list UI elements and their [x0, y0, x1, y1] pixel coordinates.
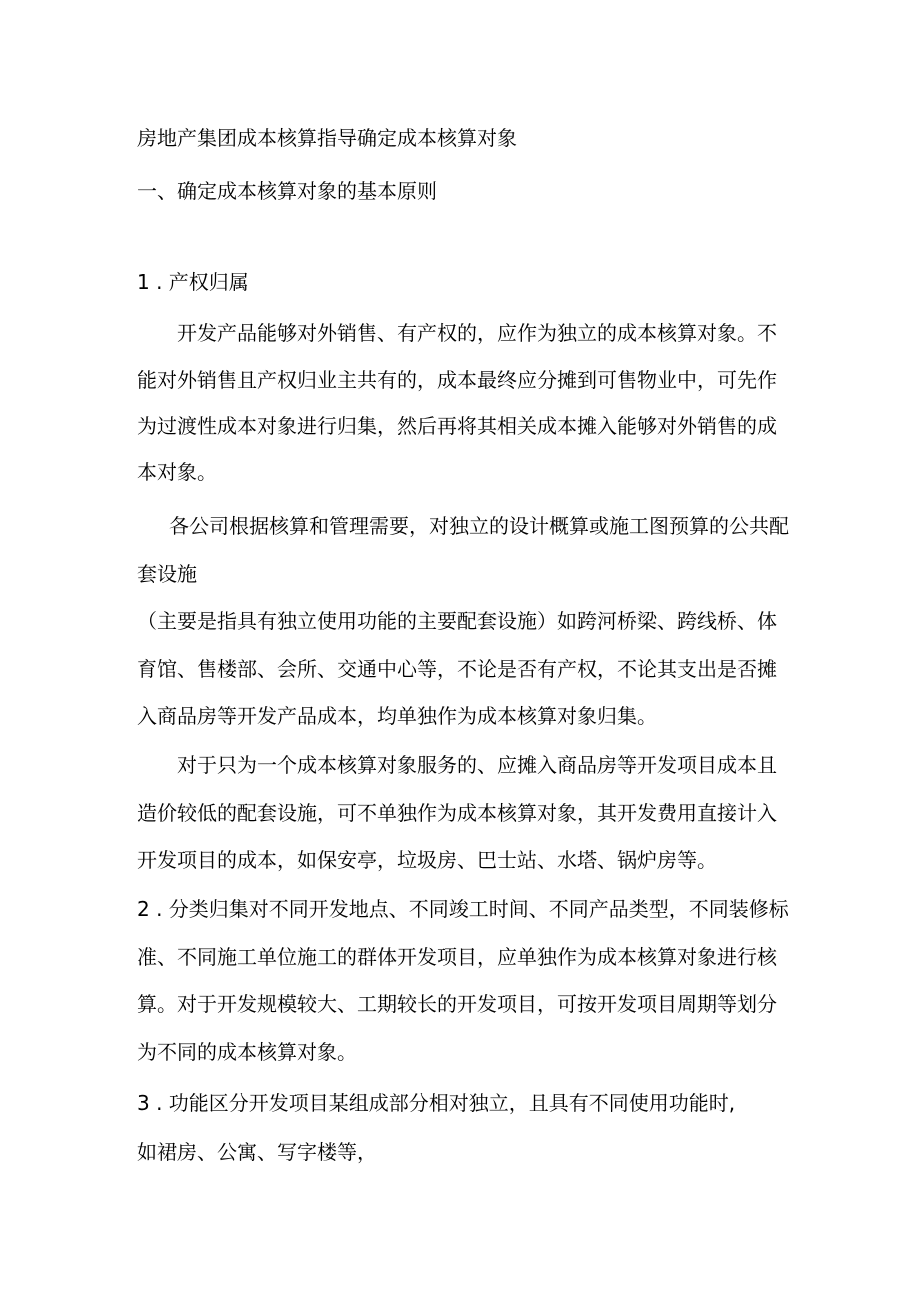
item2-line: 2 . 分类归集对不同开发地点、不同竣工时间、不同产品类型，不同装修标: [137, 897, 789, 921]
para1-line: 本对象。: [137, 460, 217, 484]
para1-line: 能对外销售且产权归业主共有的，成本最终应分摊到可售物业中，可先作: [137, 368, 777, 392]
para2-line: 套设施: [137, 562, 197, 586]
para2-line: 入商品房等开发产品成本，均单独作为成本核算对象归集。: [137, 704, 657, 728]
item2-line: 为不同的成本核算对象。: [137, 1040, 357, 1064]
para3-line: 对于只为一个成本核算对象服务的、应摊入商品房等开发项目成本且: [177, 753, 777, 777]
para1-line: 为过渡性成本对象进行归集，然后再将其相关成本摊入能够对外销售的成: [137, 414, 777, 438]
item2-line: 算。对于开发规模较大、工期较长的开发项目，可按开发项目周期等划分: [137, 992, 777, 1016]
para2-line: 育馆、售楼部、会所、交通中心等，不论是否有产权，不论其支出是否摊: [137, 657, 777, 681]
item3-line: 如裙房、公寓、写字楼等，: [137, 1140, 377, 1164]
item3-line: 3 . 功能区分开发项目某组成部分相对独立，且具有不同使用功能时,: [137, 1091, 736, 1115]
para2-line: （主要是指具有独立使用功能的主要配套设施）如跨河桥梁、跨线桥、体: [137, 609, 777, 633]
section-heading: 一、确定成本核算对象的基本原则: [137, 179, 437, 203]
para2-line: 各公司根据核算和管理需要，对独立的设计概算或施工图预算的公共配: [169, 514, 789, 538]
item2-line: 准、不同施工单位施工的群体开发项目，应单独作为成本核算对象进行核: [137, 945, 777, 969]
para3-line: 造价较低的配套设施，可不单独作为成本核算对象，其开发费用直接计入: [137, 801, 777, 825]
para1-line: 开发产品能够对外销售、有产权的，应作为独立的成本核算对象。不: [177, 321, 777, 345]
item1-heading: 1 . 产权归属: [137, 270, 249, 294]
para3-line: 开发项目的成本，如保安亭，垃圾房、巴士站、水塔、锅炉房等。: [137, 848, 717, 872]
document-title: 房地产集团成本核算指导确定成本核算对象: [137, 126, 517, 150]
